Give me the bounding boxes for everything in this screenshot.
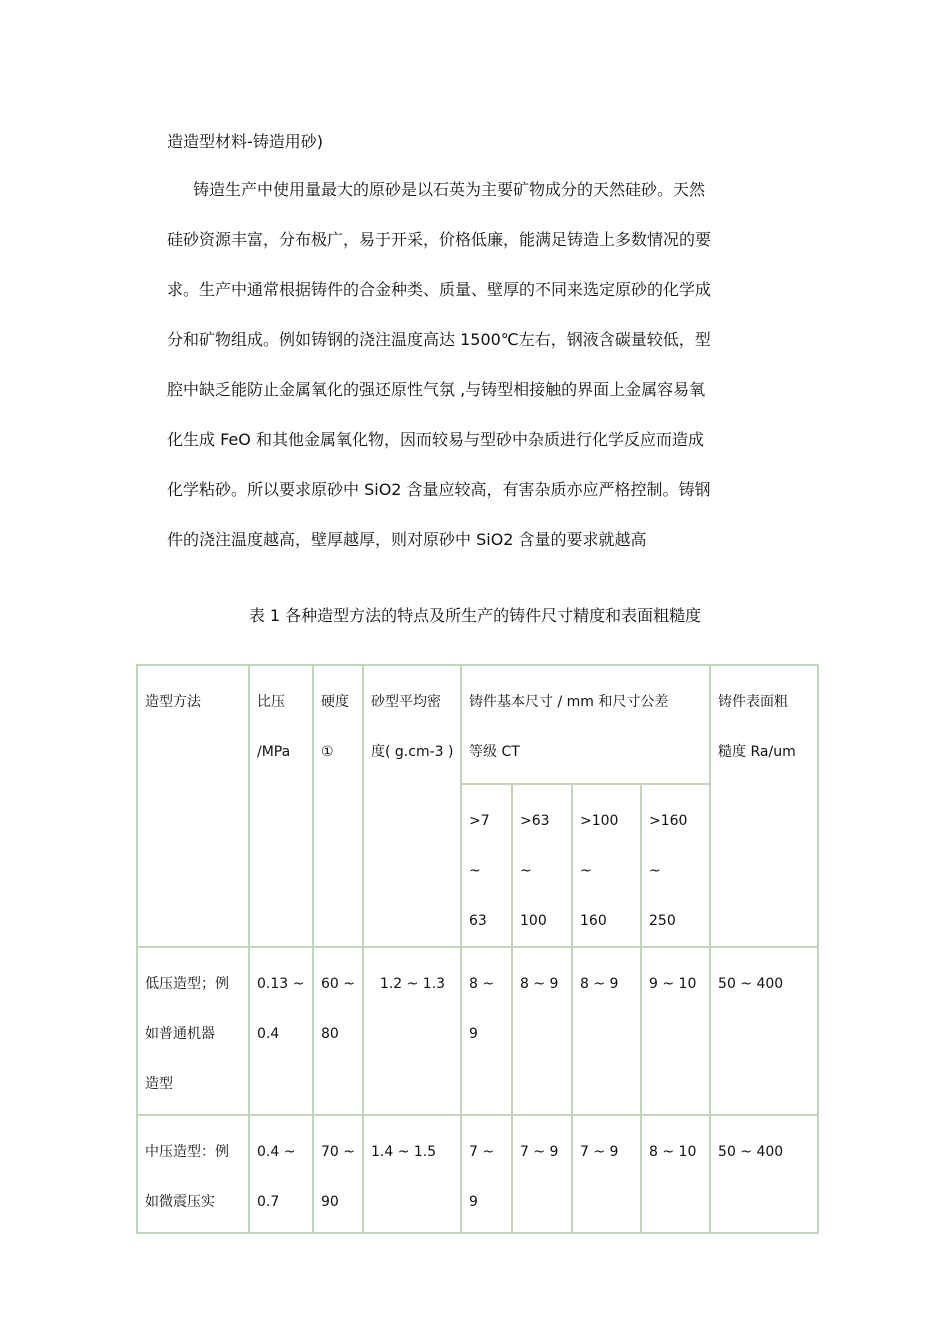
- table-row: [137, 947, 818, 1115]
- header-density: 砂型平均密 度( g.cm-3 ): [363, 665, 461, 947]
- paragraph-line: 硅砂资源丰富，分布极广，易于开采，价格低廉，能满足铸造上多数情况的要: [167, 230, 712, 249]
- cell-ct: 7 ~ 9: [461, 1115, 512, 1233]
- cell-ct: 7 ~ 9: [572, 1115, 641, 1233]
- header-hardness: 硬度 ①: [313, 665, 363, 947]
- header-method: 造型方法: [137, 665, 249, 947]
- cell-pressure: 0.4 ~ 0.7: [249, 1115, 313, 1233]
- cell-pressure: 0.13 ~ 0.4: [249, 947, 313, 1115]
- cell-roughness: 50 ~ 400: [710, 1115, 818, 1233]
- header-pressure: 比压 /MPa: [249, 665, 313, 947]
- paragraph-line: 化生成 FeO 和其他金属氧化物，因而较易与型砂中杂质进行化学反应而造成: [167, 430, 704, 449]
- paragraph-line: 件的浇注温度越高，壁厚越厚，则对原砂中 SiO2 含量的要求就越高: [167, 530, 647, 549]
- molding-methods-table: [136, 664, 819, 1234]
- header-size-range: >63 ~ 100: [512, 784, 572, 947]
- paragraph-line: 分和矿物组成。例如铸钢的浇注温度高达 1500℃左右，钢液含碳量较低，型: [167, 330, 711, 349]
- cell-method: 中压造型：例 如微震压实: [137, 1115, 249, 1233]
- cell-density: 1.4 ~ 1.5: [363, 1115, 461, 1233]
- cell-roughness: 50 ~ 400: [710, 947, 818, 1115]
- cell-ct: 8 ~ 9: [461, 947, 512, 1115]
- cell-hardness: 60 ~ 80: [313, 947, 363, 1115]
- header-size-range: >100 ~ 160: [572, 784, 641, 947]
- paragraph-line: 铸造生产中使用量最大的原砂是以石英为主要矿物成分的天然硅砂。天然: [193, 180, 706, 199]
- cell-ct: 9 ~ 10: [641, 947, 710, 1115]
- cell-ct: 8 ~ 10: [641, 1115, 710, 1233]
- header-roughness: 铸件表面粗 糙度 Ra/um: [710, 665, 818, 947]
- header-size-tolerance: 铸件基本尺寸 / mm 和尺寸公差 等级 CT: [461, 665, 710, 784]
- paragraph-line: 化学粘砂。所以要求原砂中 SiO2 含量应较高，有害杂质亦应严格控制。铸钢: [167, 480, 711, 499]
- cell-hardness: 70 ~ 90: [313, 1115, 363, 1233]
- cell-ct: 8 ~ 9: [512, 947, 572, 1115]
- cell-method: 低压造型；例 如普通机器 造型: [137, 947, 249, 1115]
- cell-ct: 8 ~ 9: [572, 947, 641, 1115]
- header-size-range: >7 ~ 63: [461, 784, 512, 947]
- table-header-row: [137, 665, 818, 784]
- cell-density: 1.2 ~ 1.3: [363, 947, 461, 1115]
- paragraph-line: 求。生产中通常根据铸件的合金种类、质量、壁厚的不同来选定原砂的化学成: [167, 280, 712, 299]
- table-caption: 表 1 各种造型方法的特点及所生产的铸件尺寸精度和表面粗糙度: [248, 606, 702, 625]
- cell-ct: 7 ~ 9: [512, 1115, 572, 1233]
- header-size-range: >160 ~ 250: [641, 784, 710, 947]
- paragraph-line: 腔中缺乏能防止金属氧化的强还原性气氛 ,与铸型相接触的界面上金属容易氧: [167, 380, 706, 399]
- table-row: [137, 1115, 818, 1233]
- section-heading: 造造型材料-铸造用砂): [167, 132, 324, 151]
